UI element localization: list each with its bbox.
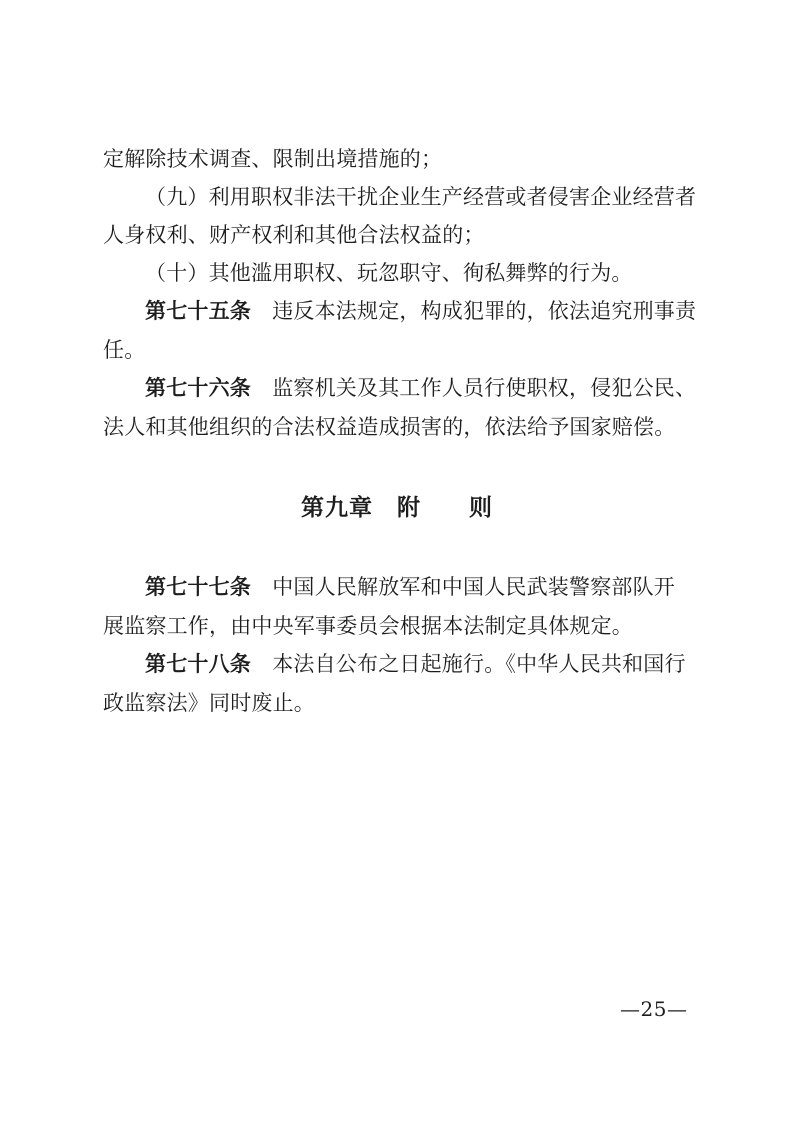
article-number: 第七十八条 [145,653,251,676]
text-line [103,568,691,607]
text-run: 监察机关及其工作人员行使职权，侵犯公民、 [251,376,697,400]
text-run: 任。 [103,338,146,362]
text-run: 人身权利、财产权利和其他合法权益的； [103,223,485,247]
page-number: —25— [620,997,688,1021]
text-line [103,684,691,722]
chapter-heading [103,488,691,526]
article-number: 第九章 附 则 [301,494,493,520]
text-run: 违反本法规定，构成犯罪的，依法追究刑事责 [251,299,697,323]
text-run: 中国人民解放军和中国人民武装警察部队开 [251,575,675,599]
document-body [103,140,697,722]
vertical-spacer [103,526,691,568]
text-run: 展监察工作，由中央军事委员会根据本法制定具体规定。 [103,614,633,638]
text-run: 定解除技术调查、限制出境措施的； [103,147,443,171]
vertical-spacer [103,446,691,488]
text-line [103,331,691,369]
text-line [103,369,697,408]
text-run: 法人和其他组织的合法权益造成损害的，依法给予国家赔偿。 [103,415,676,439]
text-line [103,645,691,684]
article-number: 第七十六条 [145,377,251,400]
text-run: （十）其他滥用职权、玩忽职守、徇私舞弊的行为。 [145,261,633,285]
text-run: 本法自公布之日起施行。《中华人民共和国行 [251,652,686,676]
text-line [103,140,691,178]
article-number: 第七十七条 [145,576,251,599]
text-line [103,216,691,254]
text-run: 政监察法》同时废止。 [103,691,315,715]
text-line [103,254,691,292]
text-line [103,292,697,331]
text-line [103,178,697,216]
text-line [103,607,691,645]
text-run: （九）利用职权非法干扰企业生产经营或者侵害企业经营者 [145,185,697,209]
article-number: 第七十五条 [145,300,251,323]
text-line [103,408,691,446]
